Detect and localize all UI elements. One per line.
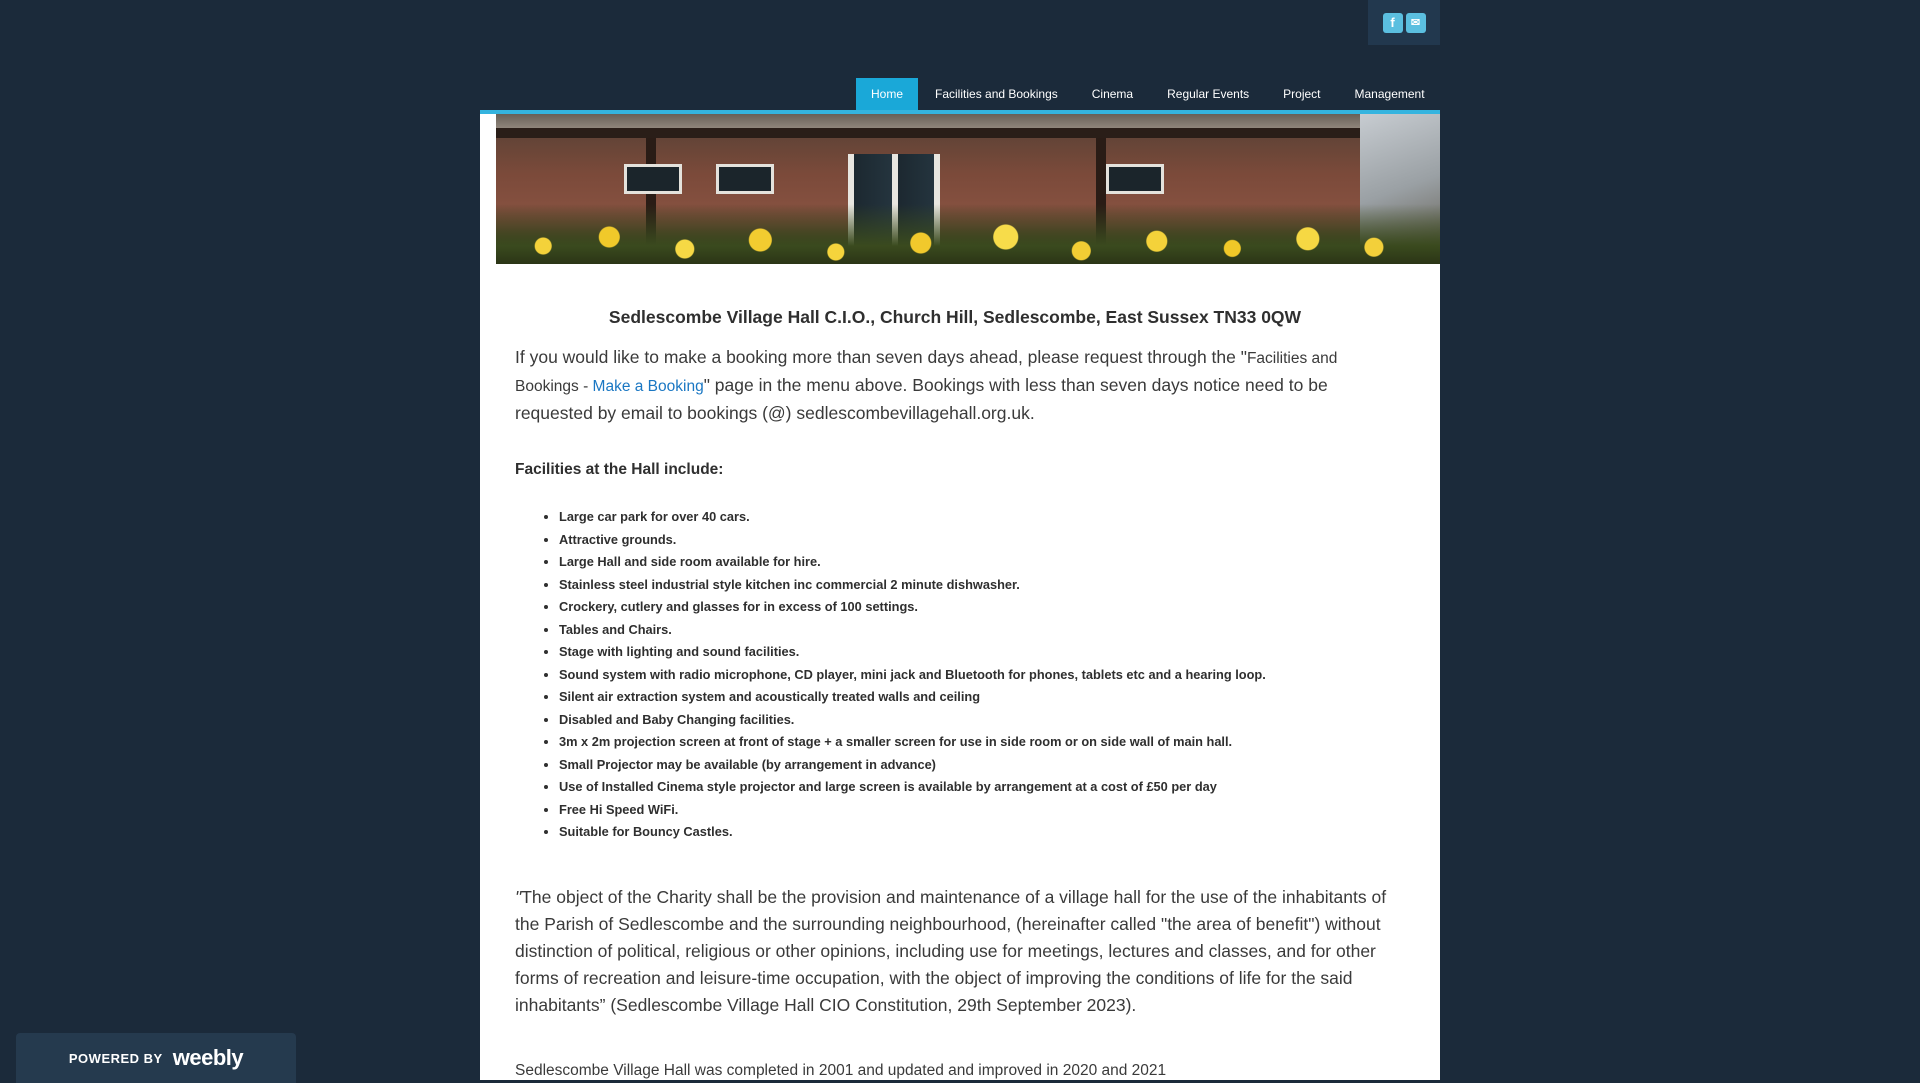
booking-intro: If you would like to make a booking more than seven days ahead, please request through the "Facilities and Bookings - Make a Booking" page in the menu above. Bookings with less than seven days notice need to be requested by email to bookings (@) sedlescombevillagehall.org.uk. [515, 347, 1338, 423]
list-item: • 3m x 2m projection screen at front of stage + a smaller screen for use in side room or on side wall of main hall. [559, 731, 1395, 754]
page-title: Sedlescombe Village Hall C.I.O., Church Hill, Sedlescombe, East Sussex TN33 0QW [608, 307, 1302, 327]
weebly-logo: weebly [172, 1045, 244, 1070]
social-links [1368, 0, 1440, 45]
list-item: • Attractive grounds. [559, 529, 1395, 552]
facebook-icon[interactable]: f [1383, 13, 1403, 33]
powered-by-weebly-badge[interactable] [16, 1033, 296, 1083]
list-item: • Small Projector may be available (by arrangement in advance) [559, 754, 1395, 777]
main-nav [856, 78, 1442, 110]
banner-image [496, 114, 1440, 264]
list-item: • Tables and Chairs. [559, 619, 1395, 642]
list-item: • Sound system with radio microphone, CD player, mini jack and Bluetooth for phones, tablets etc and a hearing loop. [559, 664, 1395, 687]
list-item: • Large Hall and side room available for hire. [559, 551, 1395, 574]
list-item: • Silent air extraction system and acoustically treated walls and ceiling [559, 686, 1395, 709]
nav-home[interactable]: Home [856, 78, 918, 110]
email-icon[interactable]: ✉ [1406, 13, 1426, 33]
list-item: • Disabled and Baby Changing facilities. [559, 709, 1395, 732]
list-item: • Stainless steel industrial style kitchen inc commercial 2 minute dishwasher. [559, 574, 1395, 597]
completed-note: Sedlescombe Village Hall was completed in 2001 and updated and improved in 2020 and 2021 [515, 1062, 1167, 1079]
charity-objects-quote: "The object of the Charity shall be the provision and maintenance of a village hall for the use of the inhabitants of the Parish of Sedlescombe and the surrounding neighbourhood, (hereinafter called "the area of benefit") without distinction of political, religious or other opinions, including use for meetings, lectures and classes, and for other forms of recreation and leisure-time occupation, with the object of improving the conditions of life for the said inhabitants” (Sedlescombe Village Hall CIO Constitution, 29th September 2023). [515, 887, 1387, 1015]
list-item: • Stage with lighting and sound facilities. [559, 641, 1395, 664]
page-body [480, 114, 1440, 1080]
make-a-booking-link[interactable]: Make a Booking [592, 378, 704, 395]
list-item: • Free Hi Speed WiFi. [559, 799, 1395, 822]
facilities-heading: Facilities at the Hall include: [515, 461, 724, 478]
nav-facilities-and-bookings[interactable]: Facilities and Bookings [935, 87, 1058, 101]
list-item: • Use of Installed Cinema style projector and large screen is available by arrangement at a cost of £50 per day [559, 776, 1395, 799]
list-item: • Large car park for over 40 cars. [559, 506, 1395, 529]
facilities-list [515, 506, 1395, 844]
daffodils [496, 204, 1440, 264]
nav-management[interactable]: Management [1354, 87, 1425, 101]
nav-project[interactable]: Project [1283, 87, 1321, 101]
nav-regular-events[interactable]: Regular Events [1167, 87, 1250, 101]
list-item: • Suitable for Bouncy Castles. [559, 821, 1395, 844]
nav-cinema[interactable]: Cinema [1091, 87, 1134, 101]
powered-by-label: POWERED BY [68, 1050, 163, 1066]
list-item: • Crockery, cutlery and glasses for in excess of 100 settings. [559, 596, 1395, 619]
